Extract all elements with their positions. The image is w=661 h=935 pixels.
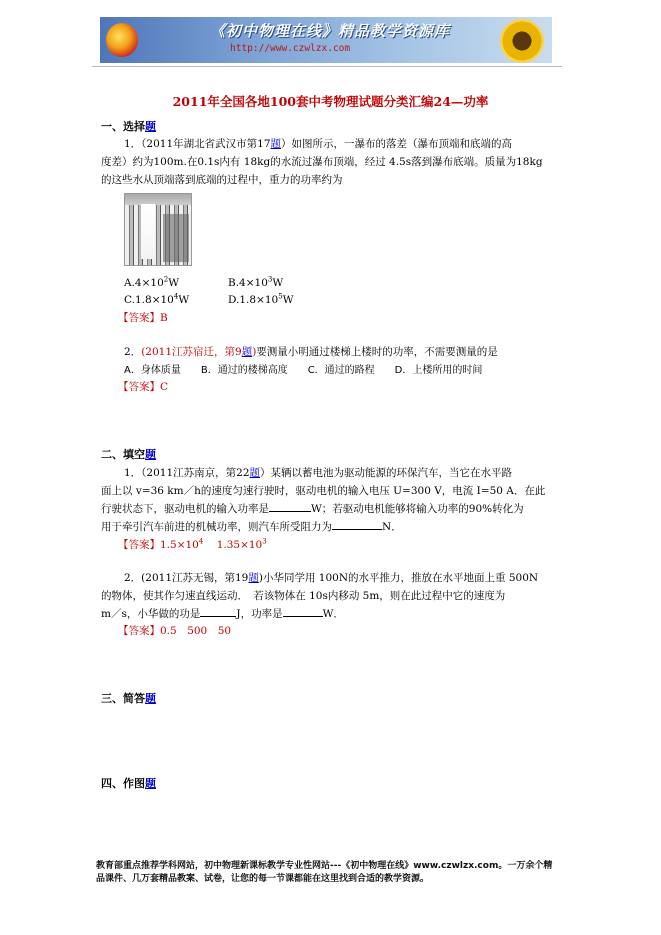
q2-options: A．身体质量 B．通过的楼梯高度 C．通过的路程 D．上楼所用的时间 [124,365,483,376]
blank-input-work[interactable] [200,606,236,617]
q3-link[interactable]: 题 [249,467,261,479]
section-heading-fill: 二、填空题 [101,448,156,461]
q2-line-1: 2．(2011江苏宿迁，第9题)要测量小明通过楼梯上楼时的功率，不需要测量的是 [124,346,498,358]
q1-answer: 【答案】B [118,312,168,324]
q1-text: 1．（2011年湖北省武汉市第17 [124,138,271,150]
header-banner [100,17,552,63]
q1-line-3: 的这些水从顶端落到底端的过程中，重力的功率约为 [101,174,343,186]
section-link[interactable]: 题 [145,692,156,705]
sunflower-icon [500,19,544,63]
swirl-logo-icon [106,23,138,57]
waterfall-image [124,193,192,266]
q3-line-4: 用于牵引汽车前进的机械功率，则汽车所受阻力为 N． [101,521,402,533]
q4-line-3: m／s，小华做的功是 J，功率是 W． [101,608,344,620]
q1-text: ）如图所示，一瀑布的落差（瀑布顶端和底端的高 [281,138,513,150]
blank-input-resistance[interactable] [332,519,382,530]
section-heading-choice [101,118,156,134]
q4-answer: 【答案】0.5 500 50 [118,625,232,637]
section-link[interactable]: 题 [145,120,156,133]
q4-line-2: 的物体，使其作匀速直线运动． 若该物体在 10s内移动 5m，则在此过程中它的速度为 [101,590,506,602]
q1-line-2: 度差）约为100m.在0.1s内有 18kg的水流过瀑布顶端，经过 4.5s落到瀑布底端。质量为18kg [101,156,543,168]
q4-link[interactable]: 题 [248,572,259,584]
waterfall-stream [141,204,155,259]
document-title: 2011年全国各地100套中考物理试题分类汇编24—功率 [172,94,489,109]
q1-link[interactable]: 题 [270,138,282,150]
q2-link[interactable]: 题 [241,346,253,358]
q1-option-d: $D.1.8\times 10^5W$ [228,292,294,306]
section-heading-short-answer: 三、简答题 [101,692,156,705]
q2-source: (2011江苏宿迁，第9 [141,346,242,358]
q1-option-b: $B.4\times 10^3W$ [228,275,284,289]
waterfall-rock [163,214,189,262]
blank-input-power[interactable] [283,606,323,617]
section-label: 一、选择 [101,120,145,133]
header-divider [92,66,562,67]
q1-option-c: $C.1.8\times 10^4W$ [124,292,190,306]
section-link[interactable]: 题 [145,448,156,461]
q3-line-3: 行驶状态下，驱动电机的输入功率是 W；若驱动电机能够将输入功率的90%转化为 [101,503,524,515]
banner-url[interactable]: http://www.czwlzx.com [230,43,351,54]
q1-option-a: $A.4\times 10^2W$ [124,275,180,289]
section-heading-drawing: 四、作图题 [101,777,156,790]
footer-text: 教育部重点推荐学科网站，初中物理新课标教学专业性网站---《初中物理在线》www.czwlzx.com。一万余个精品课件、几万套精品教案、试卷，让您的每一节课都能在这里找到合适的教学资源。 [96,861,553,884]
q4-line-1: 2．(2011江苏无锡，第19题)小华同学用 100N的水平推力，推放在水平地面上重 500N [124,572,539,584]
section-link[interactable]: 题 [145,777,156,790]
q2-answer: 【答案】C [118,381,169,393]
q3-answer: 【答案】$1.5\times 10^4$ $1.35\times 10^3$ [118,537,267,551]
q3-line-2: 面上以 v=36 km／h的速度匀速行驶时，驱动电机的输入电压 U=300 V，电流 I=50 A．在此 [101,485,546,497]
blank-input-power[interactable] [269,501,311,512]
banner-title: 《初中物理在线》精品教学资源库 [210,22,451,40]
q3-line-1: 1．（2011江苏南京，第22题）某辆以蓄电池为驱动能源的环保汽车，当它在水平路 [124,467,513,479]
q1-line-1 [124,136,512,151]
